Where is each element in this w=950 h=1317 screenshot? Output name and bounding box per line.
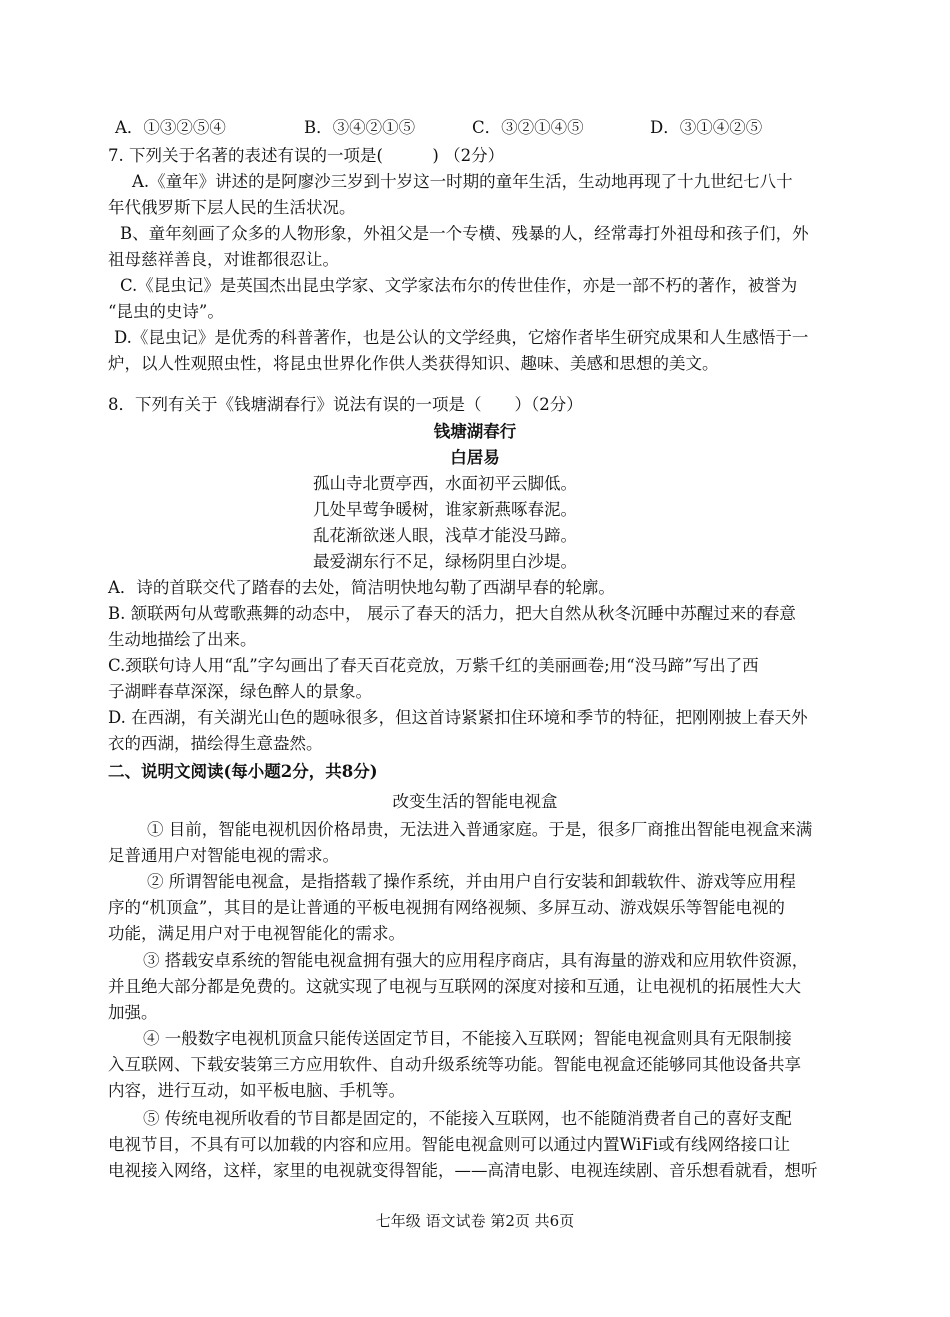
paragraph-4-line2: 入互联网、下载安装第三方应用软件、自动升级系统等功能。智能电视盒还能够同其他设备共享 xyxy=(108,1055,801,1074)
paragraph-3-line3: 加强。 xyxy=(108,1003,158,1022)
poem-title: 钱塘湖春行 xyxy=(433,422,517,441)
paragraph-1-line1: ① 目前，智能电视机因价格昂贵，无法进入普通家庭。于是，很多厂商推出智能电视盒来满 xyxy=(147,820,813,839)
paragraph-2-line3: 功能，满足用户对于电视智能化的需求。 xyxy=(108,924,405,943)
q8-option-d-line2: 衣的西湖，描绘得生意盎然。 xyxy=(108,734,323,753)
q8-option-c-line1: C.颈联句诗人用“乱”字勾画出了春天百花竞放，万紫千红的美丽画卷;用“没马蹄”写出了西 xyxy=(108,656,759,675)
q7-option-b-line2: 祖母慈祥善良，对谁都很忍让。 xyxy=(108,250,339,269)
poem-line-3: 乱花渐欲迷人眼，浅草才能没马蹄。 xyxy=(313,526,577,545)
paragraph-5-line1: ⑤ 传统电视所收看的节目都是固定的，不能接入互联网，也不能随消费者自己的喜好支配 xyxy=(143,1109,792,1128)
page-footer: 七年级 语文试卷 第2页 共6页 xyxy=(375,1212,575,1230)
paragraph-3-line1: ③ 搭载安卓系统的智能电视盒拥有强大的应用程序商店，具有海量的游戏和应用软件资源， xyxy=(143,951,809,970)
paragraph-2-line2: 序的“机顶盒”，其目的是让普通的平板电视拥有网络视频、多屏互动、游戏娱乐等智能电视的 xyxy=(108,898,785,917)
paragraph-3-line2: 并且绝大部分都是免费的。这就实现了电视与互联网的深度对接和互通，让电视机的拓展性大大 xyxy=(108,977,801,996)
q8-option-b-line2: 生动地描绘了出来。 xyxy=(108,630,257,649)
poem-author: 白居易 xyxy=(450,448,500,467)
section-heading: 二、说明文阅读(每小题2分，共8分) xyxy=(108,762,378,781)
q6-option-c: C．③②①④⑤ xyxy=(472,118,584,137)
paragraph-5-line2: 电视节目，不具有可以加载的内容和应用。智能电视盒则可以通过内置WiFi或有线网络接口让 xyxy=(108,1135,791,1154)
q6-option-a: A．①③②⑤④ xyxy=(115,118,226,137)
q8-option-b-line1: B. 颔联两句从莺歌燕舞的动态中， 展示了春天的活力，把大自然从秋冬沉睡中苏醒过来的春意 xyxy=(108,604,796,623)
q7-option-d-line1: D.《昆虫记》是优秀的科普著作，也是公认的文学经典，它熔作者毕生研究成果和人生感悟于一 xyxy=(114,328,809,347)
poem-line-1: 孤山寺北贾亭西，水面初平云脚低。 xyxy=(313,474,577,493)
poem-line-4: 最爱湖东行不足，绿杨阴里白沙堤。 xyxy=(313,552,577,571)
paragraph-4-line3: 内容，进行互动，如平板电脑、手机等。 xyxy=(108,1081,405,1100)
q7-stem: 7. 下列关于名著的表述有误的一项是( ) （2分） xyxy=(108,146,505,165)
paragraph-4-line1: ④ 一般数字电视机顶盒只能传送固定节目，不能接入互联网；智能电视盒则具有无限制接 xyxy=(143,1029,792,1048)
q7-option-c-line1: C.《昆虫记》是英国杰出昆虫学家、文学家法布尔的传世佳作，亦是一部不朽的著作，被誉为 xyxy=(120,276,798,295)
q7-option-b-line1: B、童年刻画了众多的人物形象，外祖父是一个专横、残暴的人，经常毒打外祖母和孩子们，外 xyxy=(120,224,809,243)
article-title: 改变生活的智能电视盒 xyxy=(392,792,558,811)
paragraph-1-line2: 足普通用户对智能电视的需求。 xyxy=(108,846,339,865)
q8-option-c-line2: 子湖畔春草深深，绿色醉人的景象。 xyxy=(108,682,372,701)
q8-option-d-line1: D. 在西湖，有关湖光山色的题咏很多，但这首诗紧紧扣住环境和季节的特征，把刚刚披上春天外 xyxy=(108,708,808,727)
q7-option-a-line1: A.《童年》讲述的是阿廖沙三岁到十岁这一时期的童年生活，生动地再现了十九世纪七八十 xyxy=(132,172,793,191)
q8-stem: 8．下列有关于《钱塘湖春行》说法有误的一项是（ ）（2分） xyxy=(108,395,583,414)
q6-option-d: D．③①④②⑤ xyxy=(650,118,763,137)
paragraph-5-line3: 电视接入网络，这样，家里的电视就变得智能，——高清电影、电视连续剧、音乐想看就看，想听 xyxy=(108,1161,818,1180)
q6-option-b: B．③④②①⑤ xyxy=(304,118,416,137)
q7-option-a-line2: 年代俄罗斯下层人民的生活状况。 xyxy=(108,198,356,217)
paragraph-2-line1: ② 所谓智能电视盒，是指搭载了操作系统，并由用户自行安装和卸载软件、游戏等应用程 xyxy=(147,872,796,891)
poem-line-2: 几处早莺争暖树，谁家新燕啄春泥。 xyxy=(313,500,577,519)
q8-option-a: A．诗的首联交代了踏春的去处，简洁明快地勾勒了西湖早春的轮廓。 xyxy=(108,578,615,597)
q7-option-c-line2: “昆虫的史诗”。 xyxy=(108,302,224,321)
q7-option-d-line2: 炉，以人性观照虫性，将昆虫世界化作供人类获得知识、趣味、美感和思想的美文。 xyxy=(108,354,719,373)
